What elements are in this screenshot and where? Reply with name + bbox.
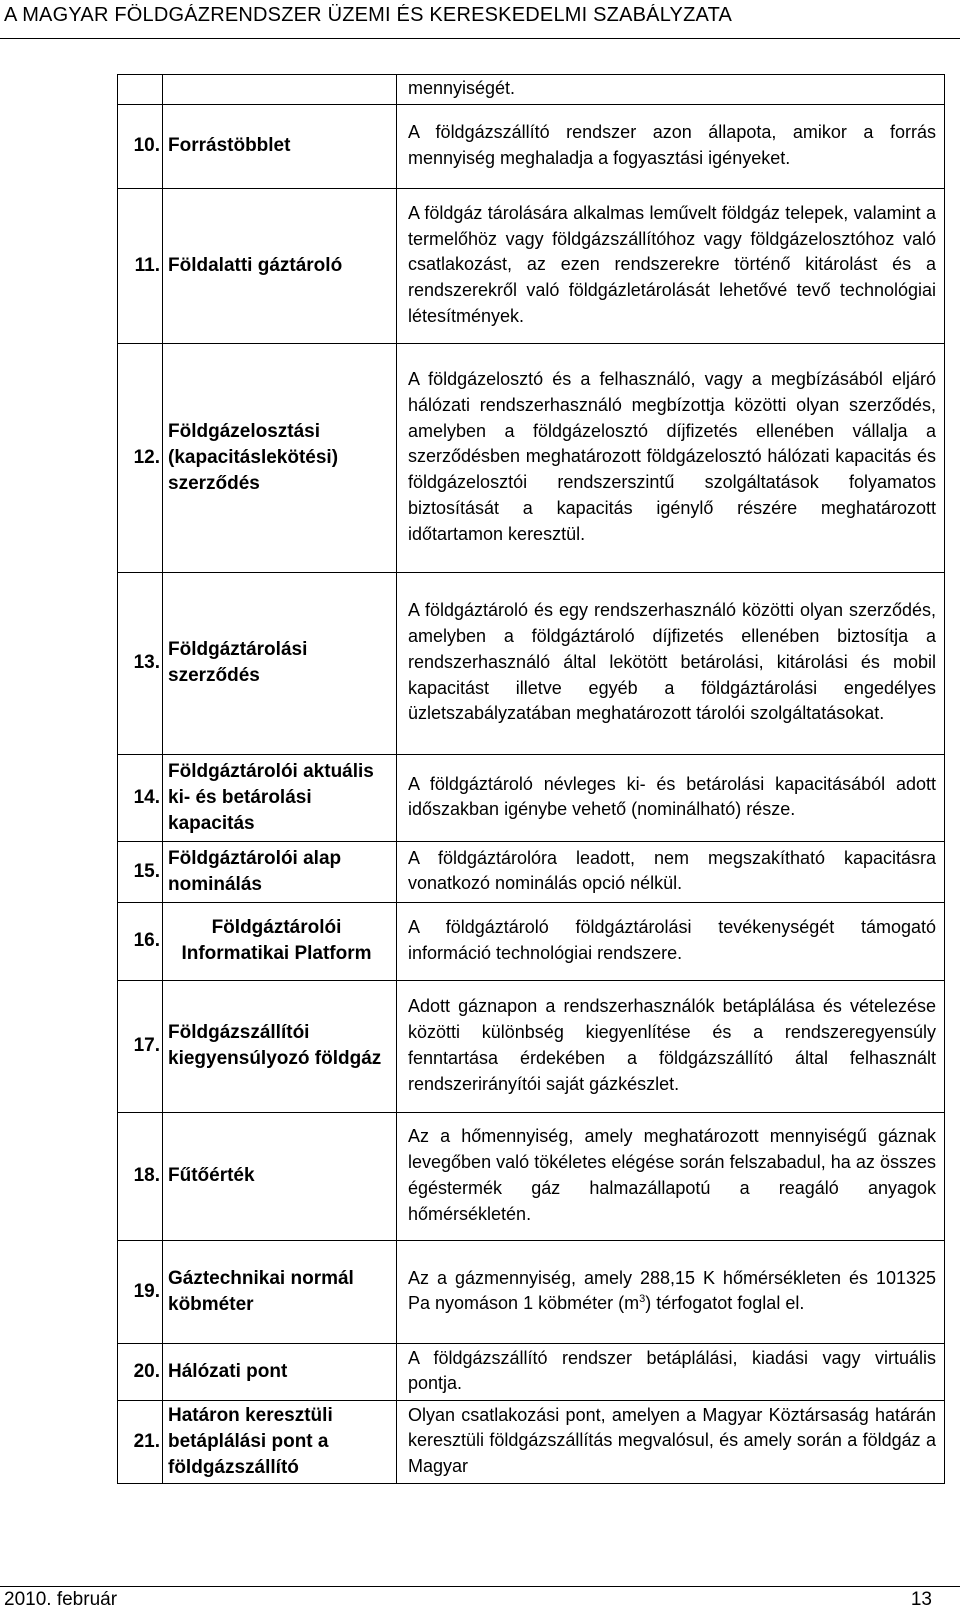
table-row: [118, 980, 945, 1112]
table-row: [118, 572, 945, 754]
definition-text: ) térfogatot foglal el.: [645, 1293, 805, 1314]
definition-cell: A földgáztároló és egy rendszerhasználó közötti olyan szerződés, amelyben a földgáztároló díjfizetés ellenében biztosítja a rendszerhasználó által lekötött betárolási, kitárolási és mobil kapacitást illetve egyéb a földgáztárolási engedélyes üzletszabályzatában meghatározott tárolói szolgáltatásokat.: [397, 572, 945, 754]
definition-cell: A földgáztároló földgáztárolási tevékenységét támogató információ technológiai rendszere.: [397, 902, 945, 980]
definition-text: Az a gázmennyiség, amely 288,15 K hőmérsékleten és 101325 Pa nyomáson 1 köbméter (m: [408, 1267, 936, 1314]
row-number: 18.: [118, 1112, 163, 1240]
definition-cell: Olyan csatlakozási pont, amelyen a Magyar Köztársaság határán keresztüli földgázszállítás megvalósul, és amely során a földgáz a Magyar: [397, 1400, 945, 1483]
row-number-empty: [118, 75, 163, 105]
superscript-exponent: 3: [639, 1293, 646, 1306]
table-row: [118, 1240, 945, 1343]
table-row: [118, 902, 945, 980]
table-row: [118, 1400, 945, 1483]
definition-cell: [397, 1240, 945, 1343]
term-cell: Határon keresztüli betáplálási pont a földgázszállító: [163, 1400, 397, 1483]
term-cell: Földgáztárolási szerződés: [163, 572, 397, 754]
definition-cell: A földgáz tárolására alkalmas leművelt földgáz telepek, valamint a termelőhöz vagy földgázszállítóhoz vagy földgázelosztóhoz való csatlakozást, az ezen rendszerekre történő kitárolást és a rendszerekről való földgázletárolását lehetővé tevő technológiai létesítmények.: [397, 188, 945, 343]
term-cell: Földgáztárolói Informatikai Platform: [163, 902, 397, 980]
term-cell: Földgázszállítói kiegyensúlyozó földgáz: [163, 980, 397, 1112]
row-number: 16.: [118, 902, 163, 980]
table-row: [118, 1112, 945, 1240]
table-row: [118, 104, 945, 188]
row-number: 19.: [118, 1240, 163, 1343]
row-number: 11.: [118, 188, 163, 343]
table-row-fragment: [118, 75, 945, 105]
row-number: 20.: [118, 1343, 163, 1400]
definitions-table: [117, 74, 945, 1484]
row-number: 14.: [118, 754, 163, 841]
document-header: A MAGYAR FÖLDGÁZRENDSZER ÜZEMI ÉS KERESKEDELMI SZABÁLYZATA: [4, 4, 733, 26]
header-rule: [0, 38, 960, 39]
row-number: 13.: [118, 572, 163, 754]
term-cell: Földgáztárolói aktuális ki- és betárolási kapacitás: [163, 754, 397, 841]
term-cell: Forrástöbblet: [163, 104, 397, 188]
row-number: 17.: [118, 980, 163, 1112]
page-number: 13: [910, 1589, 932, 1610]
definition-cell: A földgázelosztó és a felhasználó, vagy a megbízásából eljáró hálózati rendszerhasználó megbízottja közötti olyan szerződés, amelyben a földgázelosztó díjfizetés ellenében vállalja a szerződésben meghatározott földgázelosztó hálózati kapacitás és földgázelosztói rendszerszintű szolgáltatások folyamatos biztosítását a kapacitás igénylő részére meghatározott időtartamon keresztül.: [397, 343, 945, 572]
footer-rule: [0, 1586, 960, 1587]
term-cell: Fűtőérték: [163, 1112, 397, 1240]
table-row: [118, 754, 945, 841]
row-number: 21.: [118, 1400, 163, 1483]
definition-cell: Adott gáznapon a rendszerhasználók betáplálása és vételezése közötti különbség kiegyenlítése és a rendszeregyensúly fenntartása érdekében a földgázszállító által felhasznált rendszerirányítói saját gázkészlet.: [397, 980, 945, 1112]
term-cell: Földalatti gáztároló: [163, 188, 397, 343]
definition-cell: A földgáztároló névleges ki- és betárolási kapacitásából adott időszakban igénybe vehető (nominálható) része.: [397, 754, 945, 841]
term-cell: Gáztechnikai normál köbméter: [163, 1240, 397, 1343]
table-row: [118, 1343, 945, 1400]
definition-cell: A földgázszállító rendszer betáplálási, kiadási vagy virtuális pontja.: [397, 1343, 945, 1400]
definition-cell: A földgázszállító rendszer azon állapota, amikor a forrás mennyiség meghaladja a fogyasztási igényeket.: [397, 104, 945, 188]
term-cell: Földgáztárolói alap nominálás: [163, 841, 397, 902]
definition-cell: Az a hőmennyiség, amely meghatározott mennyiségű gáznak levegőben való tökéletes elégése során felszabadul, ha az összes égéstermék gáz halmazállapotú a reagáló anyagok hőmérsékletén.: [397, 1112, 945, 1240]
table-row: [118, 343, 945, 572]
term-cell: Földgázelosztási (kapacitáslekötési) szerződés: [163, 343, 397, 572]
term-cell: Hálózati pont: [163, 1343, 397, 1400]
row-number: 15.: [118, 841, 163, 902]
definition-cell: mennyiségét.: [397, 75, 945, 105]
term-cell-empty: [163, 75, 397, 105]
table-row: [118, 841, 945, 902]
table-row: [118, 188, 945, 343]
definition-cell: A földgáztárolóra leadott, nem megszakítható kapacitásra vonatkozó nominálás opció nélkül.: [397, 841, 945, 902]
row-number: 12.: [118, 343, 163, 572]
footer-date: 2010. február: [4, 1589, 118, 1610]
row-number: 10.: [118, 104, 163, 188]
